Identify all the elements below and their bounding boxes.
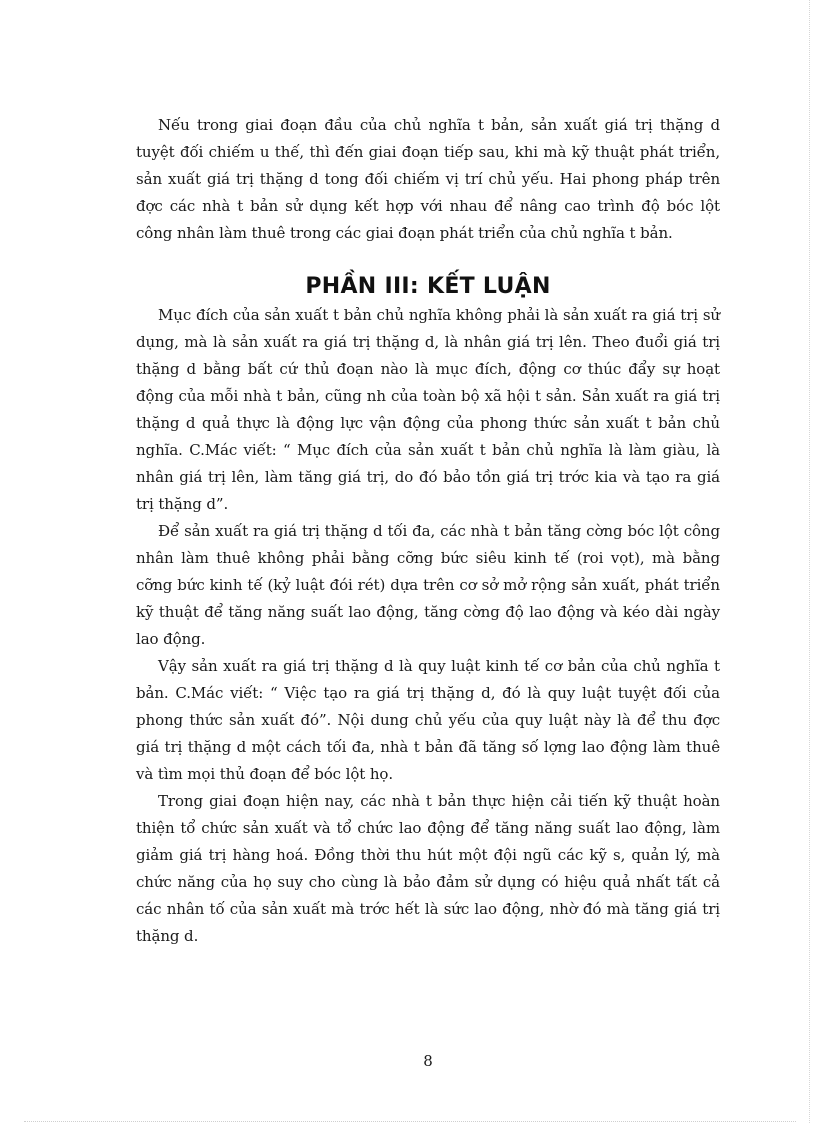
page-number: 8 bbox=[423, 1052, 433, 1070]
page-bottom-divider bbox=[24, 1121, 796, 1122]
intro-text-block bbox=[136, 112, 720, 247]
body-paragraph: Để sản xuất ra giá trị thặng d tối đa, các nhà t bản tăng cờng bóc lột công nhân làm thuê không phải bằng cỡng bức siêu kinh tế (roi vọt), mà bằng cỡng bức kinh tế (kỷ luật đói rét) dựa trên cơ sở mở rộng sản xuất, phát triển kỹ thuật để tăng năng suất lao động, tăng cờng độ lao động và kéo dài ngày lao động. bbox=[136, 522, 720, 648]
conclusion-text-block bbox=[136, 302, 720, 950]
section-heading: PHẦN III: KẾT LUẬN bbox=[305, 274, 551, 299]
body-paragraph: Vậy sản xuất ra giá trị thặng d là quy luật kinh tế cơ bản của chủ nghĩa t bản. C.Mác viết: “ Việc tạo ra giá trị thặng d, đó là quy luật tuyệt đối của phong thức sản xuất đó”. Nội dung chủ yếu của quy luật này là để thu đợc giá trị thặng d một cách tối đa, nhà t bản đã tăng số lợng lao động làm thuê và tìm mọi thủ đoạn để bóc lột họ. bbox=[136, 657, 720, 783]
body-paragraph: Mục đích của sản xuất t bản chủ nghĩa không phải là sản xuất ra giá trị sử dụng, mà là sản xuất ra giá trị thặng d, là nhân giá trị lên. Theo đuổi giá trị thặng d bằng bất cứ thủ đoạn nào là mục đích, động cơ thúc đẩy sự hoạt động của mỗi nhà t bản, cũng nh của toàn bộ xã hội t sản. Sản xuất ra giá trị thặng d quả thực là động lực vận động của phong thức sản xuất t bản chủ nghĩa. C.Mác viết: “ Mục đích của sản xuất t bản chủ nghĩa là làm giàu, là nhân giá trị lên, làm tăng giá trị, do đó bảo tồn giá trị trớc kia và tạo ra giá trị thặng d”. bbox=[136, 306, 720, 513]
page-right-divider bbox=[809, 0, 810, 1123]
intro-paragraph: Nếu trong giai đoạn đầu của chủ nghĩa t bản, sản xuất giá trị thặng d tuyệt đối chiếm u thế, thì đến giai đoạn tiếp sau, khi mà kỹ thuật phát triển, sản xuất giá trị thặng d tong đối chiếm vị trí chủ yếu. Hai phong pháp trên đợc các nhà t bản sử dụng kết hợp với nhau để nâng cao trình độ bóc lột công nhân làm thuê trong các giai đoạn phát triển của chủ nghĩa t bản. bbox=[136, 116, 720, 242]
body-paragraph: Trong giai đoạn hiện nay, các nhà t bản thực hiện cải tiến kỹ thuật hoàn thiện tổ chức sản xuất và tổ chức lao động để tăng năng suất lao động, làm giảm giá trị hàng hoá. Đồng thời thu hút một đội ngũ các kỹ s, quản lý, mà chức năng của họ suy cho cùng là bảo đảm sử dụng có hiệu quả nhất tất cả các nhân tố của sản xuất mà trớc hết là sức lao động, nhờ đó mà tăng giá trị thặng d. bbox=[136, 792, 720, 945]
